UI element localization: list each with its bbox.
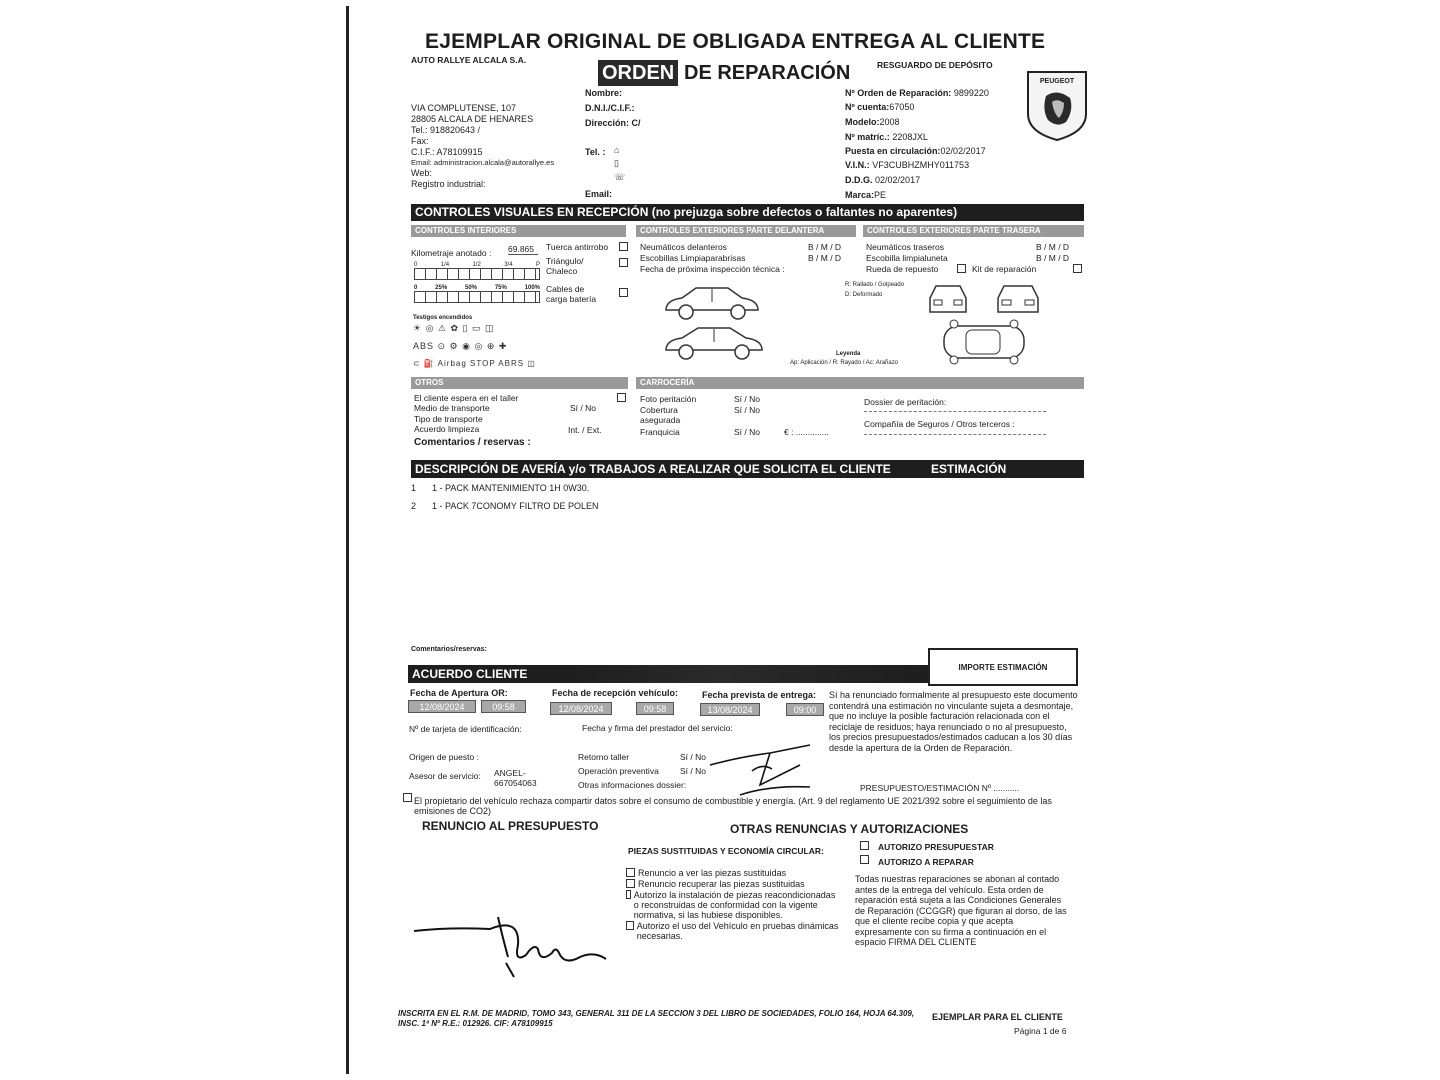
piezas-checkbox-2[interactable] xyxy=(626,879,635,888)
acuerdo-header: ACUERDO CLIENTE xyxy=(408,665,928,683)
apertura-time: 09:58 xyxy=(481,700,526,713)
presupuesto-numero: PRESUPUESTO/ESTIMACIÓN Nº ........... xyxy=(860,783,1020,793)
warning-lights-row-3: ⊂ ⛽ Airbag STOP ABRS ◫ xyxy=(413,359,536,368)
descripcion-title: DESCRIPCIÓN DE AVERÍA y/o TRABAJOS A REALIZAR QUE SOLICITA EL CLIENTE xyxy=(415,462,891,476)
escobillas-del-bmd[interactable]: B / M / D xyxy=(808,253,842,263)
operacion-si-no[interactable]: Sí / No xyxy=(680,766,706,776)
espera-checkbox[interactable] xyxy=(617,393,626,402)
address-line-1: VIA COMPLUTENSE, 107 xyxy=(411,103,517,113)
prevista-date: 13/08/2024 xyxy=(700,703,760,716)
battery-gauge xyxy=(414,285,540,303)
vehicle-circulacion: Puesta en circulación:02/02/2017 xyxy=(845,146,986,156)
estimacion-title: ESTIMACIÓN xyxy=(931,462,1007,476)
legend-line-2: D: Deformado xyxy=(845,292,883,298)
firma-prestador-label: Fecha y firma del prestador del servicio: xyxy=(582,723,733,733)
escobilla-trasera-label: Escobilla limpialuneta xyxy=(866,253,948,263)
car-side-diagram-2[interactable] xyxy=(662,322,766,367)
retorno-si-no[interactable]: Sí / No xyxy=(680,752,706,762)
piezas-item: Autorizo el uso del Vehículo en pruebas dinámicas necesarias. xyxy=(626,921,841,941)
prevista-time: 09:00 xyxy=(786,703,824,716)
vehicle-matricula: Nº matríc.: 2208JXL xyxy=(845,132,928,142)
asesor-label: Asesor de servicio: xyxy=(409,771,481,781)
piezas-checkbox-3[interactable] xyxy=(626,890,631,899)
piezas-checkbox-1[interactable] xyxy=(626,868,635,877)
piezas-list xyxy=(626,868,841,941)
comentarios-label: Comentarios / reservas : xyxy=(414,437,531,448)
controles-delantera-header: CONTROLES EXTERIORES PARTE DELANTERA xyxy=(636,225,856,237)
trabajo-item-1: 1 1 - PACK MANTENIMIENTO 1H 0W30. xyxy=(411,483,590,493)
fuel-gauge xyxy=(414,262,540,280)
franquicia-label: Franquicia xyxy=(640,427,680,437)
kit-reparacion-checkbox[interactable] xyxy=(1073,264,1082,273)
cobertura-si-no[interactable]: Sí / No xyxy=(734,405,760,415)
car-front-diagram[interactable] xyxy=(926,282,970,321)
origen-label: Origen de puesto : xyxy=(409,752,479,762)
main-title: EJEMPLAR ORIGINAL DE OBLIGADA ENTREGA AL CLIENTE xyxy=(425,30,1046,53)
legend-line-1: R: Rallado / Golpeado xyxy=(845,282,905,288)
company-fax: Fax: xyxy=(411,136,429,146)
franquicia-si-no[interactable]: Sí / No xyxy=(734,427,760,437)
otras-renuncias-title: OTRAS RENUNCIAS Y AUTORIZACIONES xyxy=(730,822,969,836)
limpieza-label: Acuerdo limpieza xyxy=(414,424,480,434)
vehicle-cuenta: Nº cuenta:67050 xyxy=(845,102,915,112)
cables-label: Cables de carga batería xyxy=(546,284,597,304)
client-email: Email: xyxy=(585,189,613,199)
triangulo-label: Triángulo/ Chaleco xyxy=(546,256,584,276)
neumaticos-tras-bmd[interactable]: B / M / D xyxy=(1036,242,1070,252)
apertura-label: Fecha de Apertura OR: xyxy=(410,688,508,698)
client-nombre: Nombre: xyxy=(585,88,623,98)
company-web: Web: xyxy=(411,168,432,178)
limpieza-int-ext[interactable]: Int. / Ext. xyxy=(568,425,602,435)
autorizo-reparar-checkbox[interactable] xyxy=(860,855,869,864)
battery-tick-0: 0 xyxy=(414,285,418,291)
vehicle-ddg: D.D.G. 02/02/2017 xyxy=(845,175,921,185)
tipo-label: Tipo de transporte xyxy=(414,414,483,424)
operacion-label: Operación preventiva xyxy=(578,766,659,776)
cables-checkbox[interactable] xyxy=(619,288,628,297)
controles-interiores-header: CONTROLES INTERIORES xyxy=(411,225,626,237)
warning-lights-row-2: ABS ⊙ ⚙ ◉ ◎ ⊕ ✚ xyxy=(413,341,508,351)
mobile-phone-icon: ▯ xyxy=(614,158,620,168)
autorizo-presupuestar-checkbox[interactable] xyxy=(860,841,869,850)
otras-info-label: Otras informaciones dossier: xyxy=(578,780,687,790)
fuel-tick-3: 3/4 xyxy=(504,262,513,268)
escobillas-delanteras-label: Escobillas Limpiaparabrisas xyxy=(640,253,746,263)
fuel-tick-1: 1/4 xyxy=(440,262,450,268)
vehicle-vin: V.I.N.: VF3CUBHZMHY011753 xyxy=(845,160,970,170)
autorizo-presupuestar-label: AUTORIZO PRESUPUESTAR xyxy=(878,842,994,852)
leyenda-title: Leyenda xyxy=(836,351,861,357)
piezas-item: Renuncio a ver las piezas sustituidas xyxy=(626,868,841,878)
company-name: AUTO RALLYE ALCALA S.A. xyxy=(411,55,527,65)
rueda-repuesto-checkbox[interactable] xyxy=(957,264,966,273)
company-cif: C.I.F.: A78109915 xyxy=(411,147,483,157)
tarjeta-label: Nº de tarjeta de identificación: xyxy=(409,724,522,734)
asesor-value: ANGEL- 667054063 xyxy=(494,768,537,788)
company-tel: Tel.: 918820643 / xyxy=(411,125,481,135)
registro-mercantil: INSCRITA EN EL R.M. DE MADRID, TOMO 343, GENERAL 311 DE LA SECCION 3 DEL LIBRO DE SOCIEDADES, FOLIO 164, HOJA 64.309, INSC. 1ª Nº R.E.: 012926. CIF: A78109915 xyxy=(398,1009,915,1028)
itv-label: Fecha de próxima inspección técnica : xyxy=(640,264,785,274)
work-phone-icon: ☏ xyxy=(614,172,627,182)
fuel-tick-2: 1/2 xyxy=(472,262,481,268)
page-edge xyxy=(346,6,349,1074)
vehicle-modelo: Modelo:2008 xyxy=(845,117,900,127)
car-rear-diagram[interactable] xyxy=(994,282,1042,321)
client-dni: D.N.I./C.I.F.: xyxy=(585,103,635,113)
dossier-line xyxy=(864,411,1046,412)
company-registro: Registro industrial: xyxy=(411,179,486,189)
vehicle-orden: Nº Orden de Reparación: 9899220 xyxy=(845,88,989,98)
recepcion-time: 09:58 xyxy=(636,702,674,715)
neumaticos-delanteros-label: Neumáticos delanteros xyxy=(640,242,727,252)
dossier-label: Dossier de peritación: xyxy=(864,397,947,407)
autorizo-reparar-label: AUTORIZO A REPARAR xyxy=(878,857,974,867)
ejemplar-cliente: EJEMPLAR PARA EL CLIENTE xyxy=(932,1012,1063,1022)
carroceria-header: CARROCERÍA xyxy=(636,377,1084,389)
escobilla-tras-bmd[interactable]: B / M / D xyxy=(1036,253,1070,263)
kit-reparacion-label: Kit de reparación xyxy=(972,264,1037,274)
orden-word: ORDEN xyxy=(598,60,678,86)
battery-tick-4: 100% xyxy=(524,285,540,291)
reparacion-word: DE REPARACIÓN xyxy=(684,62,851,84)
retorno-label: Retorno taller xyxy=(578,752,630,762)
trabajo-item-2: 2 1 - PACK 7CONOMY FILTRO DE POLEN xyxy=(411,501,599,511)
propietario-rechaza-text: El propietario del vehículo rechaza compartir datos sobre el consumo de combustible y energía. (Art. 9 del reglamento UE 2021/392 sobre el seguimiento de las emisiones de CO2) xyxy=(414,796,1052,816)
home-phone-icon: ⌂ xyxy=(614,145,621,155)
prevista-label: Fecha prevista de entrega: xyxy=(702,690,817,700)
otros-header: OTROS xyxy=(411,377,628,389)
testigos-label: Testigos encendidos xyxy=(413,315,473,321)
battery-tick-3: 75% xyxy=(494,285,507,291)
battery-tick-1: 25% xyxy=(435,285,448,291)
kilometraje-label: Kilometraje anotado : xyxy=(411,248,492,258)
foto-label: Foto peritación xyxy=(640,394,697,404)
client-signature xyxy=(410,905,620,985)
address-line-2: 28805 ALCALA DE HENARES xyxy=(411,114,534,124)
battery-tick-2: 50% xyxy=(464,285,477,291)
apertura-date: 12/08/2024 xyxy=(408,700,476,713)
resguardo-label: RESGUARDO DE DEPÓSITO xyxy=(877,60,993,70)
franquicia-euro: € : .............. xyxy=(784,427,829,437)
recepcion-date: 12/08/2024 xyxy=(550,702,612,715)
tuerca-label: Tuerca antirrobo xyxy=(546,242,609,252)
compania-line xyxy=(864,434,1046,435)
page-number: Página 1 de 6 xyxy=(1014,1026,1067,1036)
leyenda-text: Ap: Aplicación / R: Rayado / Ac: Arañazo xyxy=(790,360,899,366)
renuncio-presupuesto-title: RENUNCIO AL PRESUPUESTO xyxy=(422,819,599,833)
client-direccion: Dirección: C/ xyxy=(585,118,641,128)
vehicle-marca: Marca:PE xyxy=(845,190,887,200)
car-top-diagram[interactable] xyxy=(938,318,1030,371)
compania-label: Compañía de Seguros / Otros terceros : xyxy=(864,419,1015,429)
rechaza-datos-checkbox[interactable] xyxy=(403,793,412,802)
piezas-item: Autorizo la instalación de piezas reacondicionadas o reconstruidas de conformidad con la vigente normativa, si las hubiese disponibles. xyxy=(626,890,841,920)
piezas-item: Renuncio recuperar las piezas sustituidas xyxy=(626,879,841,889)
peugeot-logo xyxy=(1026,70,1088,142)
neumaticos-traseros-label: Neumáticos traseros xyxy=(866,242,944,252)
medio-label: Medio de transporte xyxy=(414,403,490,413)
espera-label: El cliente espera en el taller xyxy=(414,393,519,403)
medio-si-no[interactable]: Sí / No xyxy=(570,403,596,413)
comentarios-reservas-label: Comentarios/reservas: xyxy=(411,646,487,653)
company-email: Email: administracion.alcala@autorallye.es xyxy=(411,158,555,167)
controles-trasera-header: CONTROLES EXTERIORES PARTE TRASERA xyxy=(863,225,1084,237)
cobertura-label: Cobertura asegurada xyxy=(640,405,681,425)
car-side-diagram-1[interactable] xyxy=(662,282,762,327)
brand-text: PEUGEOT xyxy=(1039,78,1075,85)
fuel-tick-0: 0 xyxy=(414,262,418,268)
piezas-checkbox-4[interactable] xyxy=(626,921,634,930)
company-info xyxy=(411,103,554,190)
fuel-tick-4: P xyxy=(535,262,540,268)
triangulo-checkbox[interactable] xyxy=(619,258,628,267)
descripcion-header xyxy=(411,460,1084,478)
condiciones-text: Todas nuestras reparaciones se abonan al contado antes de la entrega del vehículo. Esta orden de reparación está sujeta a las Condiciones Generales de Reparación (CCGGR) que figuran al dorso, de las que el cliente recibe copia y que acepta expresamente con su firma a continuación en el espacio FIRMA DEL CLIENTE xyxy=(855,874,1067,947)
client-tel: Tel. : xyxy=(585,147,606,157)
warning-lights-row-1: ☀ ◎ ⚠ ✿ ▯ ▭ ◫ xyxy=(413,323,495,333)
neumaticos-del-bmd[interactable]: B / M / D xyxy=(808,242,842,252)
importe-estimacion-box: IMPORTE ESTIMACIÓN xyxy=(928,648,1078,686)
controles-header: CONTROLES VISUALES EN RECEPCIÓN (no prejuzga sobre defectos o faltantes no aparentes) xyxy=(411,204,1084,221)
tuerca-checkbox[interactable] xyxy=(619,242,628,251)
recepcion-label: Fecha de recepción vehículo: xyxy=(552,688,679,698)
renuncia-presupuesto-text: Sí ha renunciado formalmente al presupuesto este documento contendrá una estimación no vinculante sujeta a desmontaje, que no incluye la posible facturación relacionada con el reciclaje de residuos; haya renunciado o no al presupuesto, los precios presupuestados/estimados caducan a los 30 días desde la apertura de la Orden de Reparación. xyxy=(829,690,1078,753)
foto-si-no[interactable]: Sí / No xyxy=(734,394,760,404)
rueda-repuesto-label: Rueda de repuesto xyxy=(866,264,939,274)
kilometraje-value: 69.865 xyxy=(508,244,538,255)
piezas-title: PIEZAS SUSTITUIDAS Y ECONOMÍA CIRCULAR: xyxy=(628,846,824,856)
